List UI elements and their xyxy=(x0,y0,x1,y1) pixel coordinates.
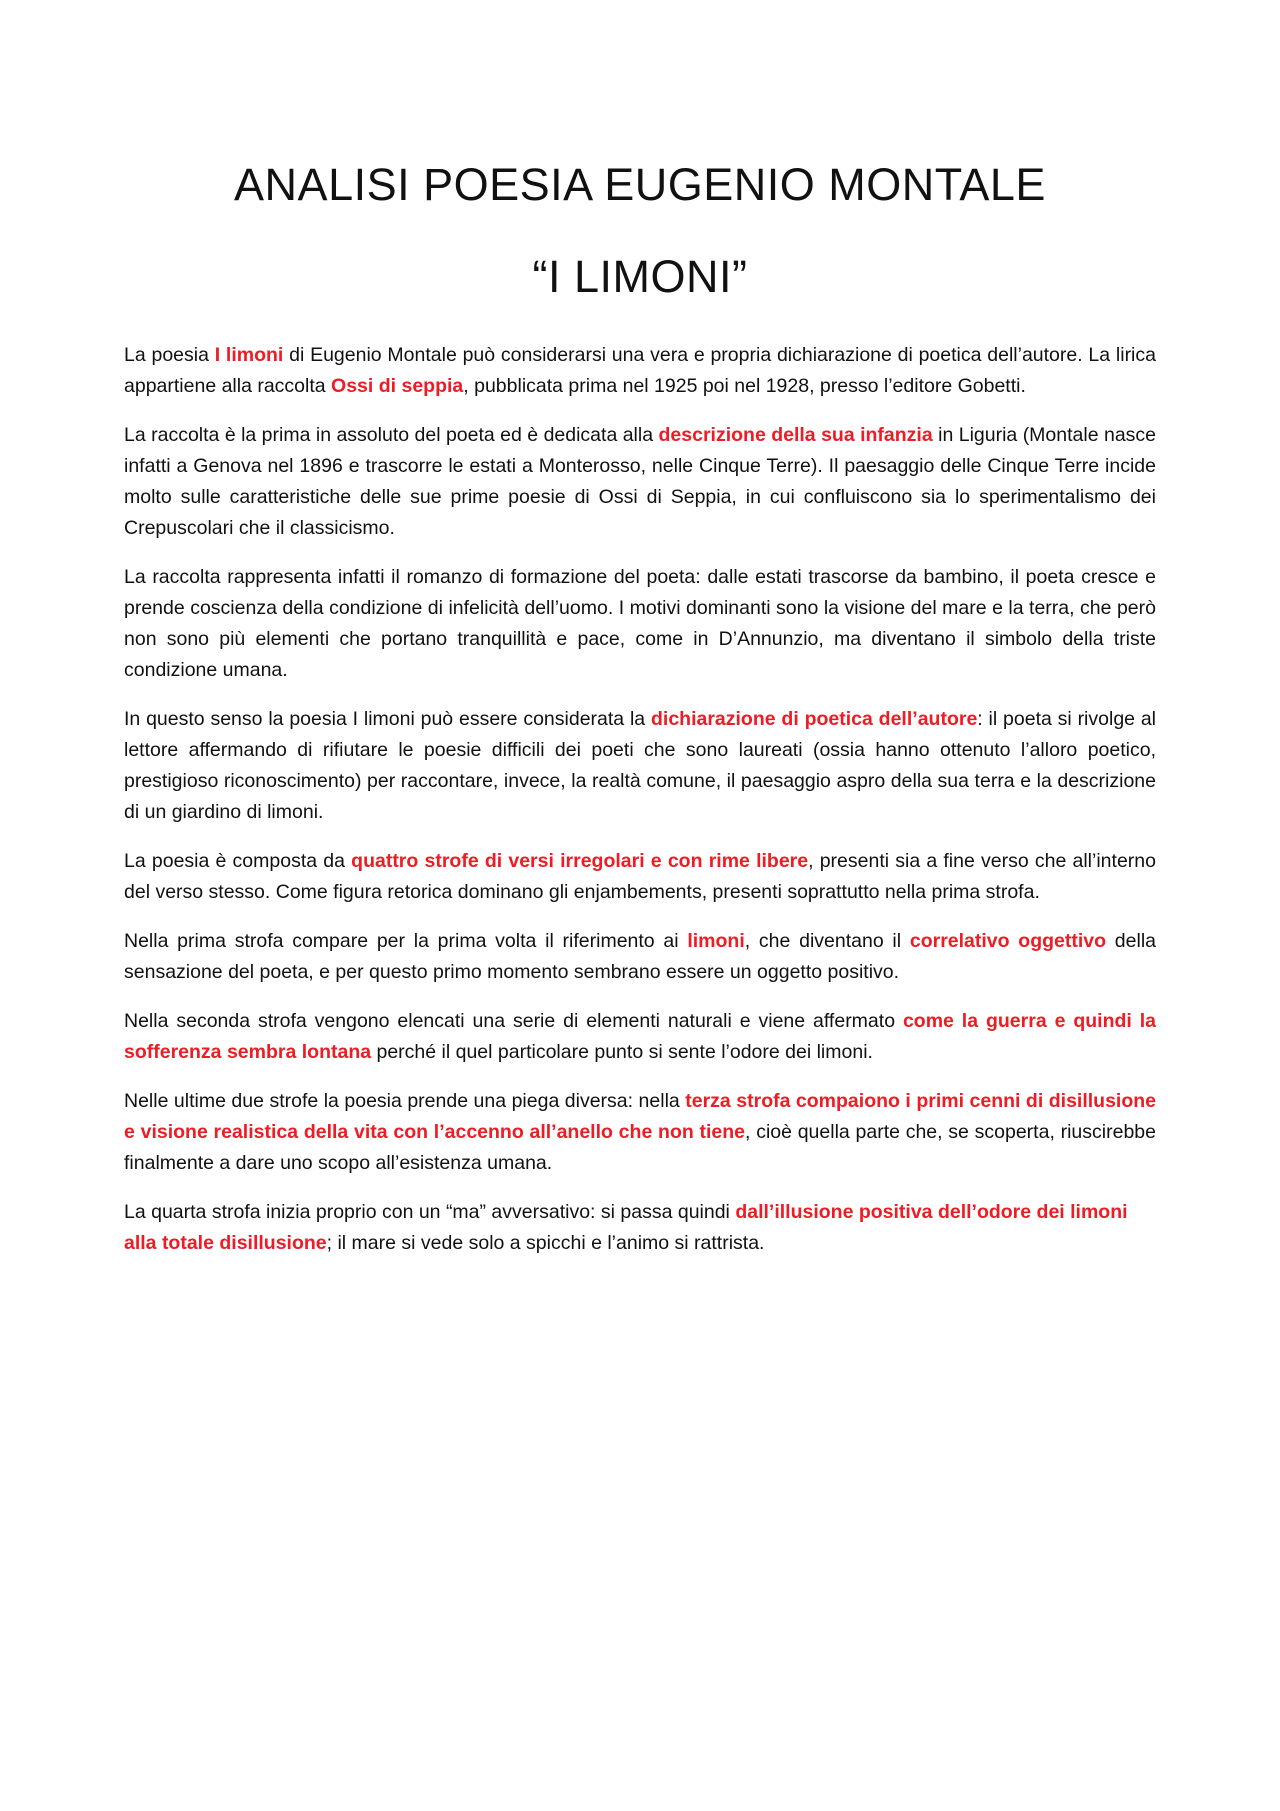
highlighted-text: descrizione della sua infanzia xyxy=(658,424,933,446)
paragraph-text: , cioè quella parte che, se scoperta, riuscirebbe finalmente a dare uno scopo all’esistenza umana. xyxy=(124,1121,1156,1174)
paragraph-text: La poesia xyxy=(124,344,215,366)
paragraph-text: Nella seconda strofa vengono elencati una serie di elementi naturali e viene affermato xyxy=(124,1010,903,1032)
paragraph-text: , che diventano il xyxy=(744,930,910,952)
highlighted-text: dichiarazione di poetica dell’autore xyxy=(650,708,978,730)
paragraph-text: La poesia è composta da xyxy=(124,850,352,872)
paragraph-text: , presenti sia a fine verso che all’interno del verso stesso. Come figura retorica dominano gli enjambements, presenti soprattutto nella prima strofa. xyxy=(124,850,1156,903)
paragraph-text: , pubblicata prima nel 1925 poi nel 1928, presso l’editore Gobetti. xyxy=(463,375,1026,397)
highlighted-text: come la guerra e quindi la sofferenza sembra lontana xyxy=(124,1010,1156,1063)
document-subtitle: “I LIMONI” xyxy=(532,251,748,302)
paragraph xyxy=(124,926,1156,988)
paragraph-text: Nella prima strofa compare per la prima volta il riferimento ai xyxy=(124,930,688,952)
paragraph xyxy=(124,340,1156,402)
document-body xyxy=(124,340,1156,1259)
highlighted-text: correlativo oggettivo xyxy=(909,930,1107,952)
paragraph-text: La quarta strofa inizia proprio con un “ma” avversativo: si passa quindi xyxy=(124,1201,736,1223)
paragraph xyxy=(124,1086,1156,1179)
paragraph xyxy=(124,704,1156,828)
paragraph-text: La raccolta rappresenta infatti il romanzo di formazione del poeta: dalle estati trascorse da bambino, il poeta cresce e prende coscienza della condizione di infelicità dell’uomo. I motivi dominanti sono la visione del mare e la terra, che però non sono più elementi che portano tranquillità e pace, come in D’Annunzio, ma diventano il simbolo della triste condizione umana. xyxy=(124,566,1156,681)
highlighted-text: terza strofa compaiono i primi cenni di disillusione e visione realistica della vita con l’accenno all’anello che non tiene xyxy=(124,1090,1157,1143)
paragraph-text: perché il quel particolare punto si sente l’odore dei limoni. xyxy=(371,1041,873,1063)
highlighted-text: I limoni xyxy=(214,344,284,366)
paragraph-text: in Liguria (Montale nasce infatti a Genova nel 1896 e trascorre le estati a Monterosso, nelle Cinque Terre). Il paesaggio delle Cinque Terre incide molto sulle caratteristiche delle sue prime poesie di Ossi di Seppia, in cui confluiscono sia lo sperimentalismo dei Crepuscolari che il classicismo. xyxy=(124,424,1157,539)
paragraph xyxy=(124,562,1156,686)
highlighted-text: dall’illusione positiva dell’odore dei limoni alla totale disillusione xyxy=(124,1201,1128,1254)
highlighted-text: Ossi di seppia xyxy=(331,375,464,397)
paragraph xyxy=(124,420,1156,544)
highlighted-text: quattro strofe di versi irregolari e con rime libere xyxy=(351,850,809,872)
paragraph-text: Nelle ultime due strofe la poesia prende una piega diversa: nella xyxy=(124,1090,686,1112)
paragraph-text: ; il mare si vede solo a spicchi e l’animo si rattrista. xyxy=(326,1232,765,1254)
paragraph-text: In questo senso la poesia I limoni può essere considerata la xyxy=(124,708,651,730)
paragraph-text: di Eugenio Montale può considerarsi una vera e propria dichiarazione di poetica dell’autore. La lirica appartiene alla raccolta xyxy=(124,344,1156,397)
paragraph-text: : il poeta si rivolge al lettore affermando di rifiutare le poesie difficili dei poeti che sono laureati (ossia hanno ottenuto l’alloro poetico, prestigioso riconoscimento) per raccontare, invece, la realtà comune, il paesaggio aspro della sua terra e la descrizione di un giardino di limoni. xyxy=(124,708,1157,823)
paragraph xyxy=(124,1006,1156,1068)
highlighted-text: limoni xyxy=(687,930,745,952)
paragraph-text: della sensazione del poeta, e per questo primo momento sembrano essere un oggetto positivo. xyxy=(124,930,1156,983)
document-title: ANALISI POESIA EUGENIO MONTALE xyxy=(234,159,1046,210)
paragraph-text: La raccolta è la prima in assoluto del poeta ed è dedicata alla xyxy=(124,424,659,446)
paragraph xyxy=(124,846,1156,908)
paragraph xyxy=(124,1197,1156,1259)
